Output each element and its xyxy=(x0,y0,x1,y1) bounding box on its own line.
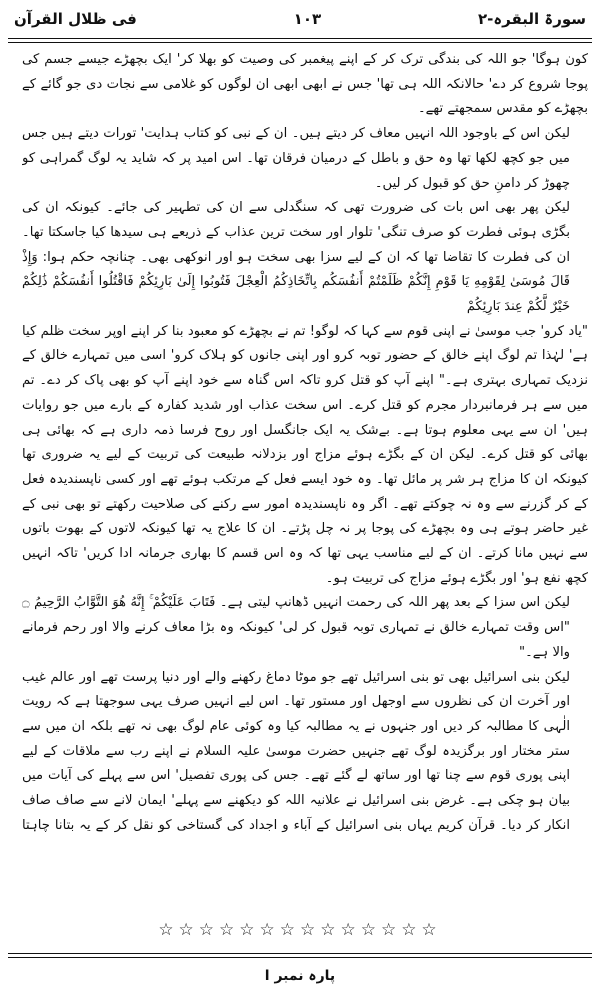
stars-divider: ☆☆☆☆☆☆☆☆☆☆☆☆☆☆ xyxy=(158,920,442,940)
paragraph-1: کون ہوگا' جو اللہ کی بندگی ترک کر کے اپنے پیغمبر کی وصیت کو بھلا کر' ایک بچھڑے جیسے جسم کی پوجا شروع کر دے' حالانکہ اللہ ہی تھا' جس نے ابھی ابھی ان لوگوں کو غلامی سے نجات دی جو گائے کے بچھڑے کو مقدس سمجھتے تھے۔ xyxy=(22,52,588,117)
paragraph-2: لیکن اس کے باوجود اللہ انہیں معاف کر دیتے ہیں۔ ان کے نبی کو کتاب ہدایت' تورات دیتے ہیں جس میں جو کچھ لکھا تھا وہ حق و باطل کے درمیان فرقان تھا۔ اس امید پر کہ شاید یہ لوگ گمراہی کو چھوڑ کر دامنِ حق کو قبول کر لیں۔ xyxy=(22,126,570,191)
paragraph-3-text: لیکن پھر بھی اس بات کی ضرورت تھی کہ سنگدلی سے ان کی تطہیر کی جائے۔ کیونکہ ان کی بگڑی ہوئی فطرت کو صرف تنگی' تلوار اور سخت ترین عذاب کے ذریعے ہی سیدھا کیا جاسکتا تھا۔ ان کی فطرت کا تقاضا تھا کہ ان کے لیے سزا بھی سخت ہو اور انوکھی بھی۔ چنانچہ حکم ہوا: xyxy=(22,200,570,265)
para-number-footer: پارہ نمبر ا xyxy=(264,968,336,984)
paragraph-4: "یاد کرو' جب موسیٰ نے اپنی قوم سے کہا کہ لوگو! تم نے بچھڑے کو معبود بنا کر اپنے اوپر سخت ظلم کیا ہے' لہٰذا تم لوگ اپنے خالق کے حضور توبہ کرو اور اپنی جانوں کو ہلاک کرو' اسی میں تمہارے خالق کے نزدیک تمہاری بہتری ہے۔" اپنے آپ کو قتل کرو تاکہ اس گناہ سے خود اپنے آپ کو بھی پاک کر دے۔ تم میں سے ہر فرمانبردار مجرم کو قتل کرے۔ اس سخت عذاب اور شدید کفارہ کے بارے میں جو روایات ہیں' ان سے یہی معلوم ہوتا ہے۔ بےشک یہ ایک جانگسل اور روح فرسا ذمہ داری ہے کہ بھائی ہی بھائی کو قتل کرے۔ لیکن ان کے بگڑے ہوئے مزاج اور بزدلانہ طبیعت کی تربیت کے لیے یہ ضروری تھا کیونکہ ان کا مزاج ہر شر پر مائل تھا۔ وہ خود ایسے فعل کے مرتکب ہوئے تھے اور کسی ناپسندیدہ فعل کے کر گزرنے سے وہ نہ چوکتے تھے۔ اگر وہ ناپسندیدہ امور سے رکنے کی صلاحیت رکھتے تو بھی نبی کے غیر حاضر ہوتے ہی وہ بچھڑے کی پوجا پر نہ چل پڑتے۔ ان کا علاج یہ تھا کیونکہ لاتوں کے بھوت باتوں سے نہیں مانا کرتے۔ ان کے لیے مناسب یہی تھا کہ وہ اس قسم کا بھاری جرمانہ ادا کریں' تاکہ انہیں کچھ نفع ہو' اور بگڑے ہوئے مزاج کی تربیت ہو۔ xyxy=(22,323,588,586)
book-title: فی ظلال القرآن xyxy=(14,10,137,28)
header-rule-inner xyxy=(8,42,592,43)
paragraph-5-text: لیکن اس سزا کے بعد پھر اللہ کی رحمت انہیں ڈھانپ لیتی ہے۔ xyxy=(219,595,570,611)
quran-verse-tawwab: فَتَابَ عَلَيْكُمْ ۚ إِنَّهُ هُوَ التَّوَّابُ الرَّحِيمُ ۝ xyxy=(22,595,216,611)
quran-verse-musa: وَإِذْ قَالَ مُوسَىٰ لِقَوْمِهِ يَا قَوْمِ إِنَّكُمْ ظَلَمْتُمْ أَنفُسَكُم بِاتِّخَاذِكُمُ الْعِجْلَ فَتُوبُوا إِلَىٰ بَارِئِكُمْ فَاقْتُلُوا أَنفُسَكُمْ ذَٰلِكُمْ خَيْرٌ لَّكُمْ عِندَ بَارِئِكُمْ xyxy=(22,249,570,315)
paragraph-3 xyxy=(22,196,588,320)
footer-rule-inner xyxy=(8,957,592,958)
paragraph-5 xyxy=(22,591,588,665)
surah-title: سورۃ البقرہ-۲ xyxy=(477,10,586,28)
paragraph-6: لیکن بنی اسرائیل بھی تو بنی اسرائیل تھے جو موٹا دماغ رکھنے والے اور دنیا پرست تھے اور عالم غیب اور آخرت ان کی نظروں سے اوجھل اور مستور تھا۔ اس لیے انہیں صرف یہی سوجھتا ہے کہ رویت الٰہی کا مطالبہ کر دیں اور جنہوں نے یہ مطالبہ کیا وہ کوئی عام لوگ بھی نہ تھے بلکہ ان میں سے ستر مختار اور برگزیدہ لوگ تھے جنہیں حضرت موسیٰ علیہ السلام نے اپنے رب سے ملاقات کے لیے اپنی پوری قوم سے چنا تھا اور ساتھ لے گئے تھے۔ جس کی پوری تفصیل' اس سے پہلے کی آیات میں بیان ہو چکی ہے۔ غرض بنی اسرائیل نے علانیہ اللہ کو دیکھنے سے پہلے' ایمان لانے سے صاف صاف انکار کر دیا۔ قرآن کریم یہاں بنی اسرائیل کے آباء و اجداد کی گستاخی کو نقل کر کے یہ بتانا چاہتا xyxy=(22,669,570,833)
footer-rule-outer xyxy=(8,953,592,954)
page-body xyxy=(22,48,588,838)
header-rule-outer xyxy=(8,38,592,39)
page-header xyxy=(14,4,586,34)
page-number: ۱۰۳ xyxy=(293,10,322,28)
paragraph-5-translation: "اس وقت تمہارے خالق نے تمہاری توبہ قبول کر لی' کیونکہ وہ بڑا معاف کرنے والا اور رحم فرمانے والا ہے۔" xyxy=(22,620,570,660)
